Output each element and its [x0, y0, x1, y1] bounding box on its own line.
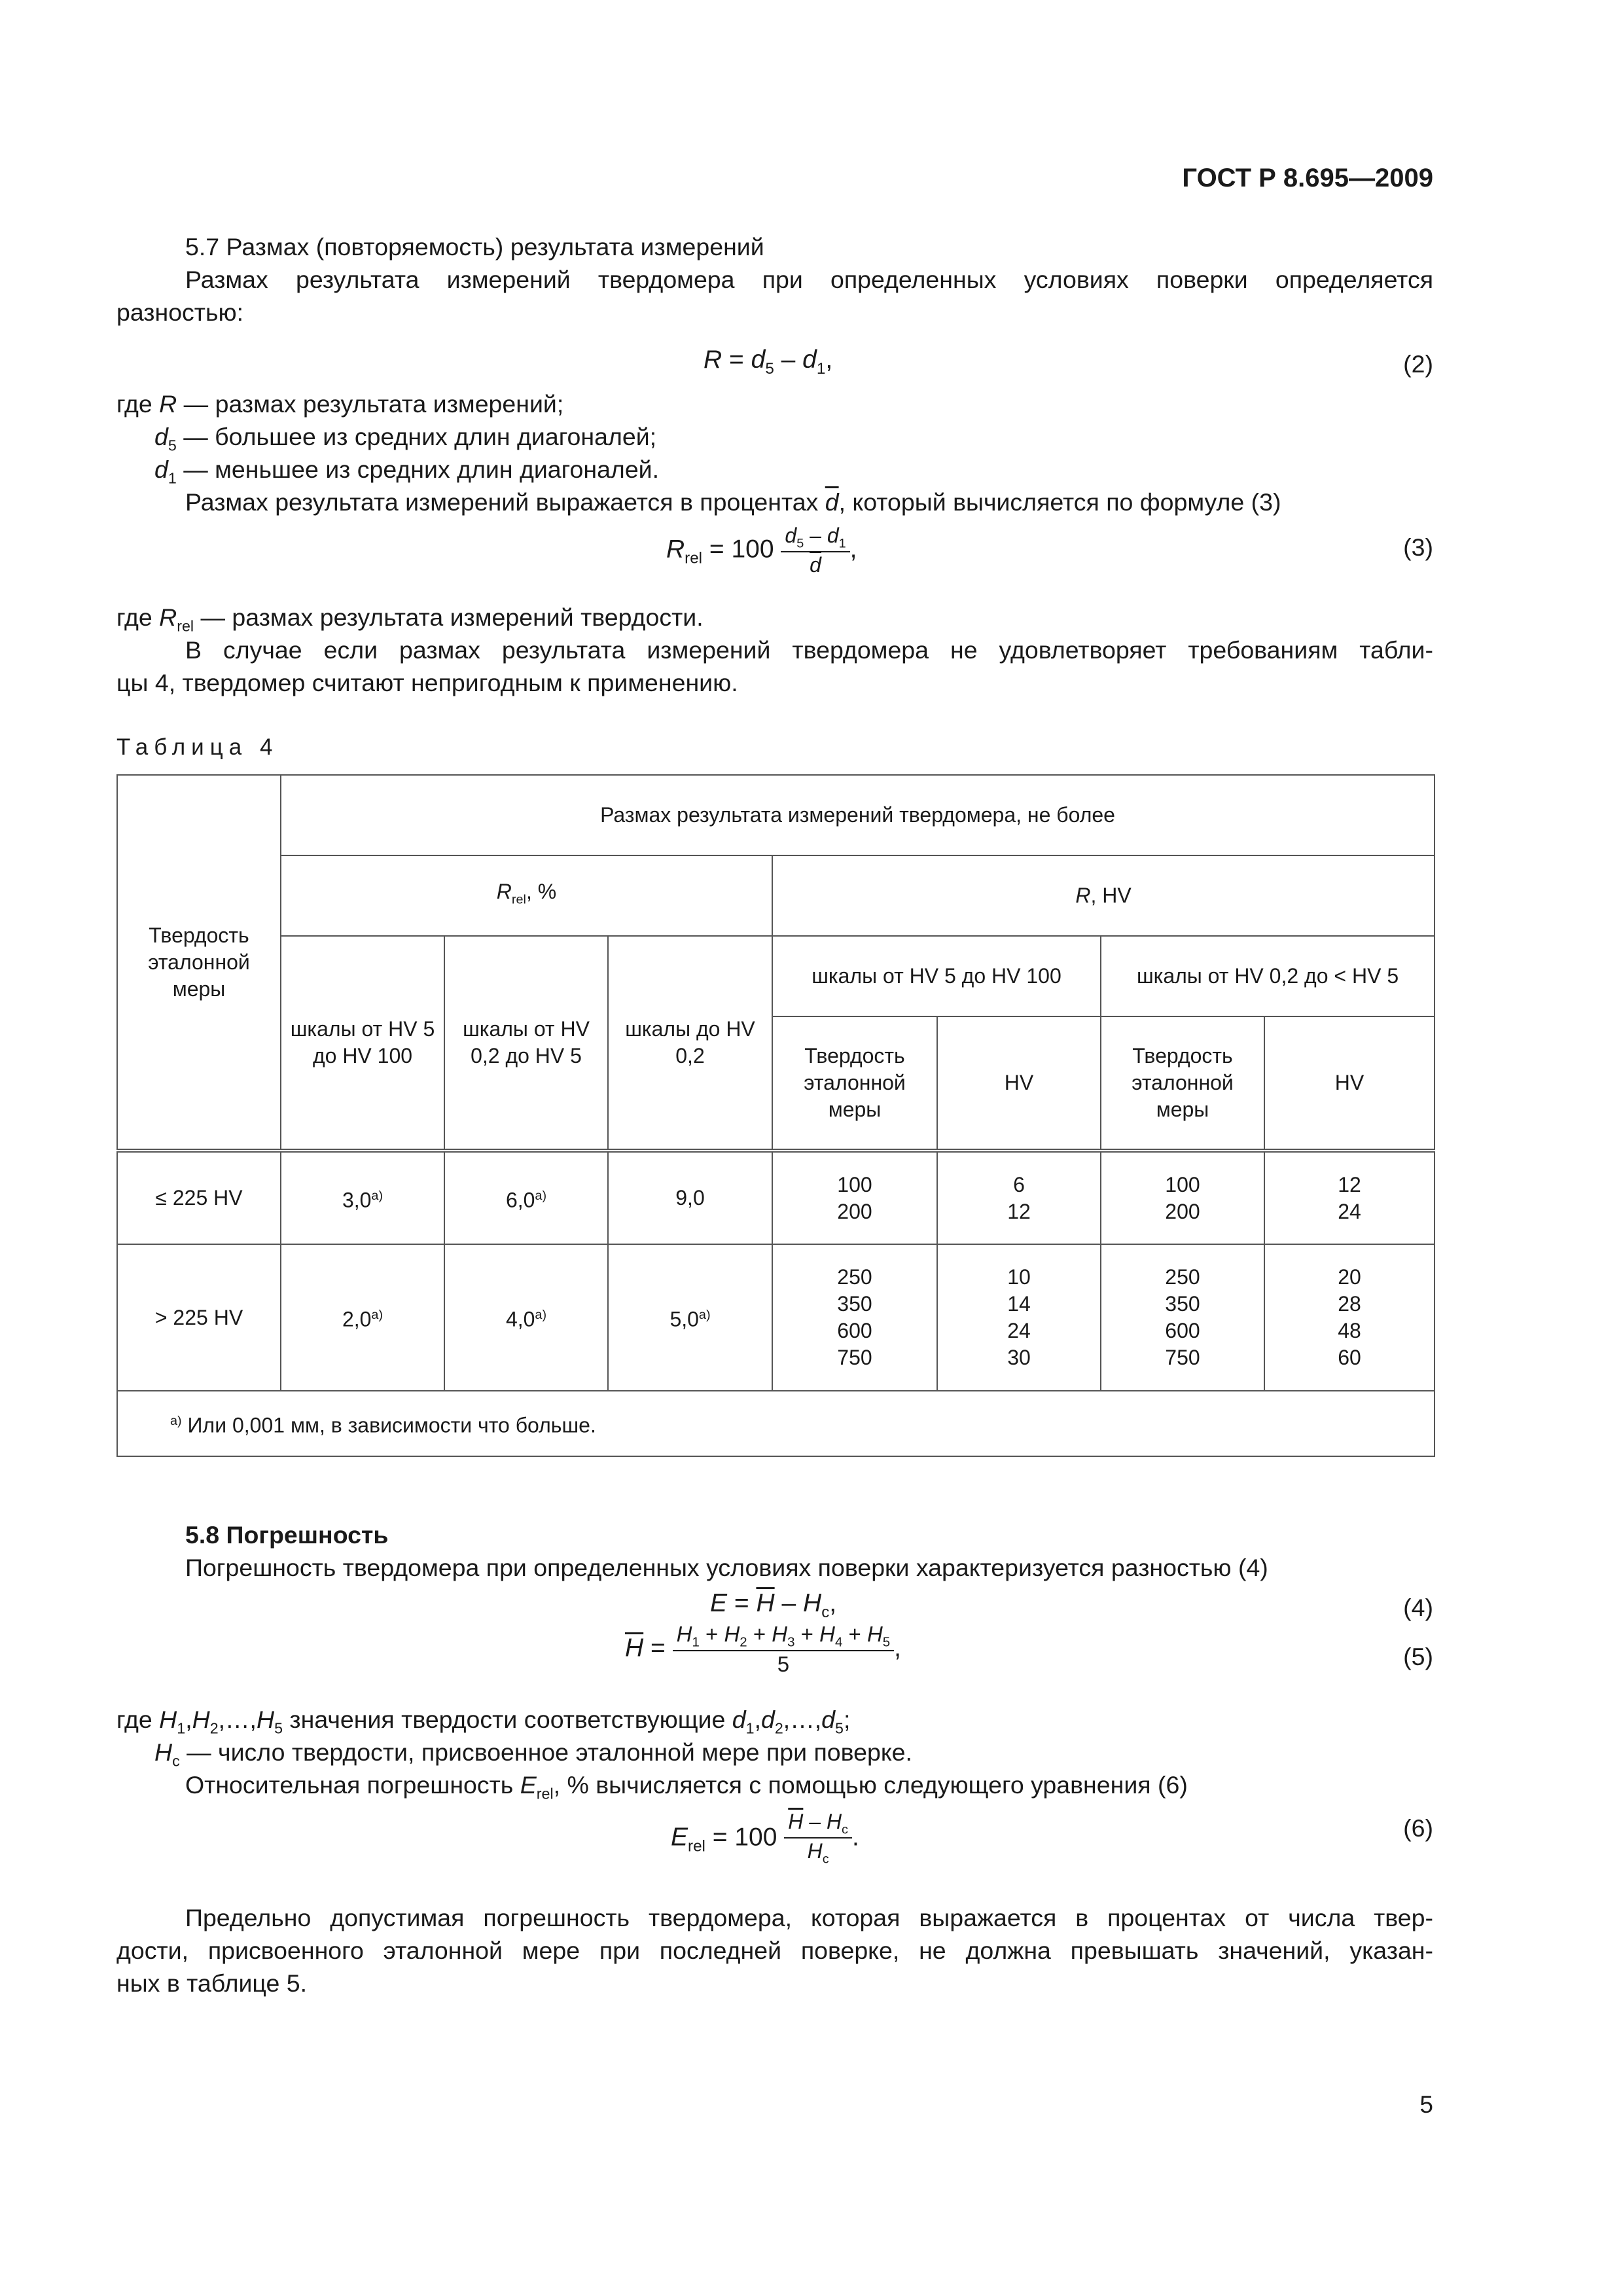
- document-header: ГОСТ Р 8.695—2009: [1182, 164, 1433, 192]
- row2-hardness: > 225 HV: [117, 1244, 281, 1391]
- table-footnote: $^{а)}$ Или 0,001 мм, в зависимости что больше.: [117, 1391, 1435, 1456]
- equation-number-5: (5): [1403, 1643, 1433, 1670]
- header-hardness-a: Твердость эталонной меры: [772, 1016, 937, 1151]
- row2-a-hardness: 250 350 600 750: [772, 1244, 937, 1391]
- where-Rrel: где $R_{rel}$ — размах результата измерений твердости.: [116, 603, 704, 635]
- row1-v2: $6,0^{а)}$: [444, 1151, 608, 1244]
- header-scale-lt02: шкалы до HV 0,2: [608, 936, 772, 1151]
- header-hv-b: HV: [1264, 1016, 1435, 1151]
- row2-v1: $2,0^{а)}$: [281, 1244, 444, 1391]
- formula-3: $R_{rel} = 100$ $\frac{d_5 - d_1}{d}$ ,: [666, 524, 857, 577]
- where-label: где: [116, 390, 152, 418]
- formula-5: $\overline{H}$ = $\frac{H_1 + H_2 + H_3 + H_4 + H_5}{5}$ ,: [625, 1622, 901, 1677]
- formula-4: $E = \overline{H} - H_c$,: [710, 1589, 837, 1621]
- header-r: R, HV: [772, 855, 1435, 936]
- header-range-02-5: шкалы от HV 0,2 до < HV 5: [1101, 936, 1435, 1016]
- row1-b-hv: 12 24: [1264, 1151, 1435, 1244]
- header-hardness: Твердость эталонной меры: [117, 775, 281, 1151]
- where-label: где: [116, 1706, 152, 1733]
- sec57-p2: Размах результата измерений выражается в процентах $\overline{d}$, который вычисляется по формуле (3): [185, 488, 1281, 516]
- sec58-p3-line3: ных в таблице 5.: [116, 1969, 308, 1997]
- section-5-7-title: 5.7 Размах (повторяемость) результата измерений: [185, 233, 764, 260]
- sec57-p2-before: Размах результата измерений выражается в процентах: [185, 488, 825, 516]
- sec58-p3-line2: дости, присвоенного эталонной мере при последней поверке, не должна превышать значений, указан-: [116, 1937, 1433, 1964]
- equation-number-6: (6): [1403, 1814, 1433, 1842]
- header-hardness-b: Твердость эталонной меры: [1101, 1016, 1264, 1151]
- row1-v1: $3,0^{а)}$: [281, 1151, 444, 1244]
- row2-v2: $4,0^{а)}$: [444, 1244, 608, 1391]
- where-R: где R — размах результата измерений;: [116, 390, 564, 418]
- page-number: 5: [1419, 2091, 1433, 2118]
- where-d5: $d_5$ — большее из средних длин диагоналей;: [154, 423, 657, 454]
- header-hv-a: HV: [937, 1016, 1101, 1151]
- where-d1-desc: — меньшее из средних длин диагоналей.: [176, 456, 660, 483]
- where-Hc: $H_c$ — число твердости, присвоенное эталонной мере при поверке.: [154, 1738, 912, 1770]
- sec58-p2: Относительная погрешность $E_{rel}$, % вычисляется с помощью следующего уравнения (6): [185, 1771, 1188, 1803]
- header-scale-02-5: шкалы от HV 0,2 до HV 5: [444, 936, 608, 1151]
- where-Rrel-desc: — размах результата измерений твердости.: [194, 603, 704, 631]
- sec58-p1: Погрешность твердомера при определенных условиях поверки характеризуется разностью (4): [185, 1554, 1268, 1581]
- where-H: где $H_1,H_2,\dots,H_5$ значения твердости соответствующие $d_1,d_2,\dots,d_5$;: [116, 1706, 851, 1737]
- row2-b-hv: 20 28 48 60: [1264, 1244, 1435, 1391]
- formula-6: $E_{rel} = 100$ $\frac{\overline{H} - H_c}{H_c}$ .: [671, 1810, 859, 1867]
- row1-a-hv: 6 12: [937, 1151, 1101, 1244]
- header-range-5-100: шкалы от HV 5 до HV 100: [772, 936, 1101, 1016]
- equation-number-4: (4): [1403, 1594, 1433, 1621]
- where-label: где: [116, 603, 152, 631]
- row1-hardness: ≤ 225 HV: [117, 1151, 281, 1244]
- sec57-p3-line1: В случае если размах результата измерений твердомера не удовлетворяет требованиям табли-: [185, 636, 1433, 664]
- header-span: Размах результата измерений твердомера, не более: [281, 775, 1435, 855]
- sec57-p2-after: , который вычисляется по формуле (3): [838, 488, 1281, 516]
- row2-a-hv: 10 14 24 30: [937, 1244, 1101, 1391]
- table-row: [117, 1244, 1435, 1391]
- section-5-8-title: 5.8 Погрешность: [185, 1521, 389, 1549]
- row1-a-hardness: 100 200: [772, 1151, 937, 1244]
- where-Hc-desc: — число твердости, присвоенное эталонной мере при поверке.: [179, 1738, 912, 1766]
- sec57-p1-line1: Размах результата измерений твердомера при определенных условиях поверки определяется: [185, 266, 1433, 293]
- where-R-desc: — размах результата измерений;: [177, 390, 564, 418]
- sec57-p3-line2: цы 4, твердомер считают непригодным к применению.: [116, 669, 738, 696]
- table-row: [117, 1151, 1435, 1244]
- equation-number-2: (2): [1403, 350, 1433, 378]
- row2-b-hardness: 250 350 600 750: [1101, 1244, 1264, 1391]
- equation-number-3: (3): [1403, 533, 1433, 561]
- header-rrel: $R_{rel}$, %: [281, 855, 772, 936]
- row1-v3: 9,0: [608, 1151, 772, 1244]
- table-4: [116, 774, 1435, 1457]
- sec57-p1-line2: разностью:: [116, 298, 244, 326]
- header-scale-5-100: шкалы от HV 5 до HV 100: [281, 936, 444, 1151]
- table-4-caption: Таблица 4: [116, 734, 279, 760]
- formula-2: $R = d_5 - d_1$,: [704, 346, 833, 378]
- where-H-desc: значения твердости соответствующие: [283, 1706, 732, 1733]
- where-d1: $d_1$ — меньшее из средних длин диагоналей.: [154, 456, 660, 487]
- where-d5-desc: — большее из средних длин диагоналей;: [176, 423, 657, 450]
- sec58-p3-line1: Предельно допустимая погрешность твердомера, которая выражается в процентах от числа твер-: [185, 1904, 1433, 1931]
- row2-v3: $5,0^{а)}$: [608, 1244, 772, 1391]
- row1-b-hardness: 100 200: [1101, 1151, 1264, 1244]
